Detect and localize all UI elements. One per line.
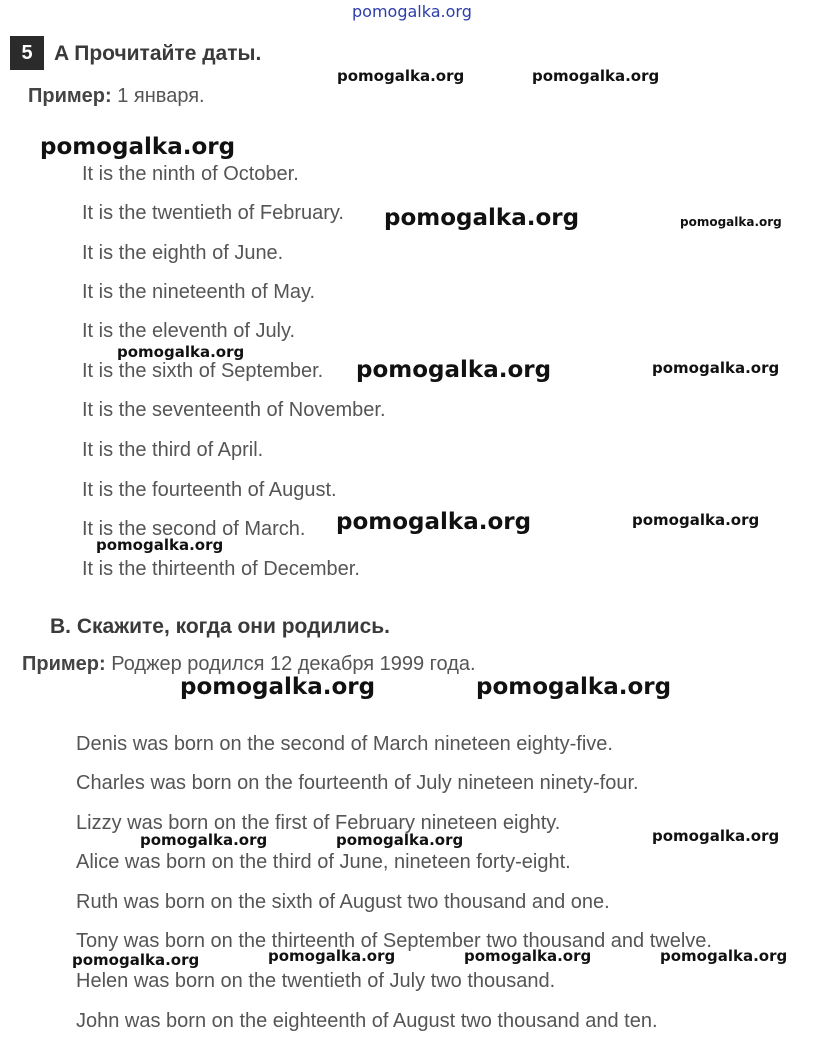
part-a-line: It is the ninth of October. (82, 163, 299, 185)
watermark: pomogalka.org (268, 947, 396, 965)
watermark: pomogalka.org (40, 134, 236, 160)
part-b-example-label: Пример: (22, 653, 106, 675)
part-a-example-text: 1 января. (117, 85, 205, 107)
part-b-example (22, 653, 476, 676)
part-b-heading: B. Скажите, когда они родились. (50, 615, 391, 638)
part-b-line: Helen was born on the twentieth of July two thousand. (76, 970, 556, 992)
watermark: pomogalka.org (336, 509, 532, 535)
part-b-example-text: Роджер родился 12 декабря 1999 года. (111, 653, 476, 675)
part-a-line: It is the twentieth of February. (82, 202, 344, 224)
part-a-line: It is the second of March. (82, 518, 306, 540)
part-b-line: Denis was born on the second of March nineteen eighty-five. (76, 733, 613, 755)
part-b-line: John was born on the eighteenth of August two thousand and ten. (76, 1010, 658, 1032)
part-a-line: It is the eighth of June. (82, 242, 284, 264)
watermark: pomogalka.org (336, 831, 464, 849)
part-a-line: It is the nineteenth of May. (82, 281, 316, 303)
part-b-line: Alice was born on the third of June, nineteen forty-eight. (76, 851, 571, 873)
part-a-line: It is the fourteenth of August. (82, 479, 337, 501)
part-a-line: It is the seventeenth of November. (82, 399, 386, 421)
part-a-line: It is the third of April. (82, 439, 264, 461)
part-a-line: It is the thirteenth of December. (82, 558, 360, 580)
exercise-number-badge: 5 (10, 36, 44, 70)
part-b-line: Lizzy was born on the first of February nineteen eighty. (76, 812, 561, 834)
part-b-line: Charles was born on the fourteenth of July nineteen ninety-four. (76, 772, 639, 794)
watermark: pomogalka.org (660, 947, 788, 965)
part-b-line: Ruth was born on the sixth of August two thousand and one. (76, 891, 610, 913)
watermark: pomogalka.org (476, 674, 672, 700)
watermark: pomogalka.org (652, 827, 780, 845)
part-b-line: Tony was born on the thirteenth of September two thousand and twelve. (76, 930, 712, 952)
watermark: pomogalka.org (632, 511, 760, 529)
watermark: pomogalka.org (180, 674, 376, 700)
watermark: pomogalka.org (680, 215, 782, 229)
part-a-heading: A Прочитайте даты. (54, 42, 262, 65)
part-a-example-label: Пример: (28, 85, 112, 107)
watermark: pomogalka.org (356, 357, 552, 383)
watermark: pomogalka.org (652, 359, 780, 377)
part-a-line: It is the eleventh of July. (82, 320, 296, 342)
part-a-example (28, 85, 205, 108)
watermark: pomogalka.org (96, 536, 224, 554)
watermark: pomogalka.org (464, 947, 592, 965)
watermark: pomogalka.org (532, 67, 660, 85)
watermark: pomogalka.org (140, 831, 268, 849)
watermark: pomogalka.org (72, 951, 200, 969)
watermark: pomogalka.org (337, 67, 465, 85)
site-watermark-top: pomogalka.org (352, 2, 472, 21)
part-a-line: It is the sixth of September. (82, 360, 324, 382)
watermark: pomogalka.org (384, 205, 580, 231)
watermark: pomogalka.org (117, 343, 245, 361)
